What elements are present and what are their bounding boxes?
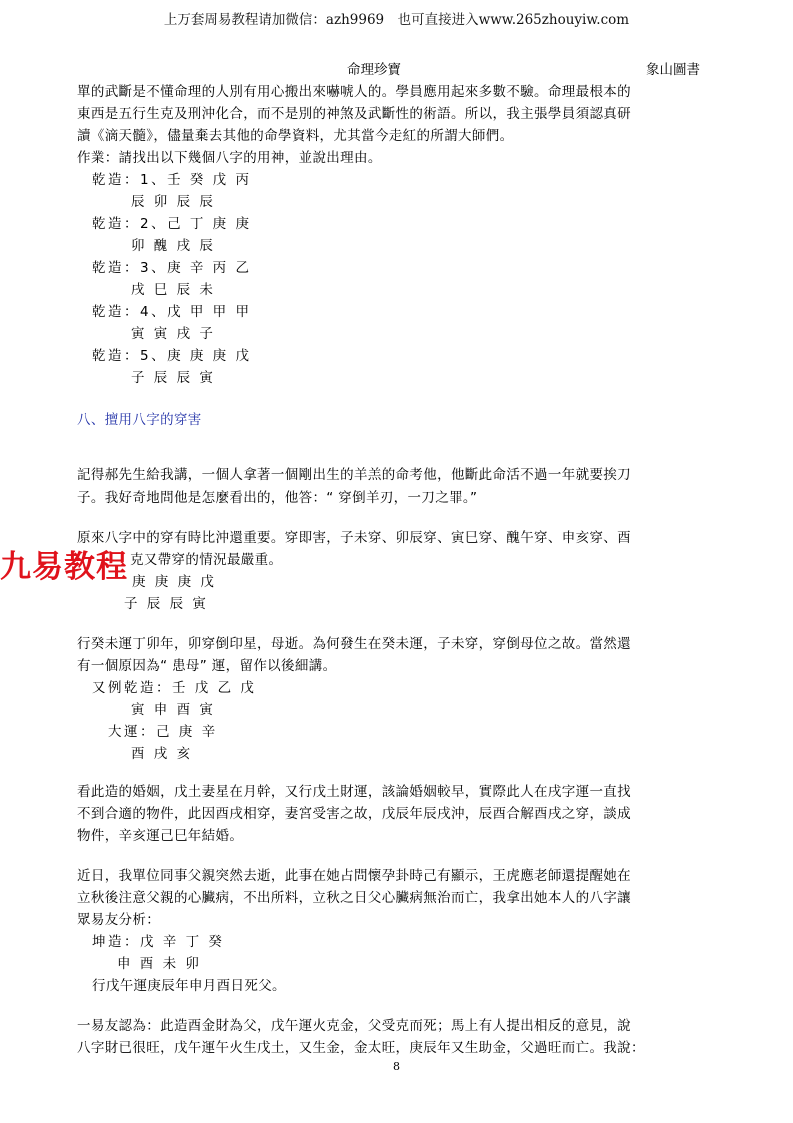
chart-branches: 寅 寅 戌 子	[131, 326, 216, 342]
paragraph-line: 東西是五行生克及刑沖化合，而不是別的神煞及武斷性的術語。所以，我主張學員須認真研	[77, 106, 631, 122]
paragraph-line: 子。我好奇地問他是怎麼看出的，他答：“ 穿倒羊刃，一刀之罪。”	[77, 490, 478, 506]
chart-branches: 卯 醜 戌 辰	[131, 238, 216, 254]
chart-branches: 寅 申 酉 寅	[131, 702, 216, 718]
header-title-left: 命理珍寶	[347, 62, 401, 78]
chart-stems: 庚 庚 庚 戊	[132, 574, 217, 590]
page-number: 8	[393, 1060, 400, 1073]
watermark-logo: 九易教程	[0, 549, 128, 585]
chart-stems: 乾造：5、庚 庚 庚 戊	[92, 348, 252, 364]
homework-title: 作業：請找出以下幾個八字的用神，並說出理由。	[77, 150, 382, 166]
chart-stems: 乾造：1、壬 癸 戊 丙	[92, 172, 252, 188]
luck-cycle-stems: 大運：己 庚 辛	[108, 724, 218, 740]
paragraph-line: 行戊午運庚辰年申月酉日死父。	[92, 978, 286, 994]
chart-branches: 子 辰 辰 寅	[124, 596, 209, 612]
section-heading: 八、擅用八字的穿害	[77, 412, 202, 428]
chart-stems: 乾造：2、己 丁 庚 庚	[92, 216, 252, 232]
chart-stems: 乾造：4、戊 甲 甲 甲	[92, 304, 252, 320]
paragraph-line: 讀《滴天髓》，儘量棄去其他的命學資料，尤其當今走紅的所謂大師們。	[77, 128, 514, 144]
paragraph-line: 看此造的婚姻，戊土妻星在月幹，又行戊土財運，該論婚姻較早，實際此人在戌字運一直找	[77, 784, 631, 800]
chart-branches: 子 辰 辰 寅	[131, 370, 216, 386]
top-banner: 上万套周易教程请加微信：azh9969 也可直接进入www.265zhouyiw.com	[163, 12, 630, 28]
paragraph-line: 不到合適的物件，此因酉戌相穿，妻宮受害之故，戊辰年辰戌沖，辰酉合解酉戌之穿，談成	[77, 806, 631, 822]
paragraph-line: 近日，我單位同事父親突然去逝，此事在她占問懷孕卦時己有顯示，王虎應老師還提醒她在	[77, 868, 631, 884]
paragraph-line: 記得郝先生給我講，一個人拿著一個剛出生的羊羔的命考他，他斷此命活不過一年就要挨刀	[77, 467, 631, 483]
chart-stems: 坤造：戊 辛 丁 癸	[92, 934, 225, 950]
paragraph-line: 立秋後注意父親的心臟病，不出所料，立秋之日父心臟病無治而亡，我拿出她本人的八字讓	[77, 890, 631, 906]
chart-stems: 又例乾造：壬 戊 乙 戊	[92, 680, 257, 696]
chart-branches: 辰 卯 辰 辰	[131, 194, 216, 210]
paragraph-line: 行癸未運丁卯年，卯穿倒印星，母逝。為何發生在癸未運，子未穿，穿倒母位之故。當然還	[77, 636, 631, 652]
paragraph-line: 原來八字中的穿有時比沖還重要。穿即害，子未穿、卯辰穿、寅巳穿、醜午穿、申亥穿、酉	[77, 530, 631, 546]
chart-stems: 乾造：3、庚 辛 丙 乙	[92, 260, 252, 276]
chart-branches: 申 酉 未 卯	[117, 956, 202, 972]
paragraph-line: 物件，辛亥運己巳年結婚。	[77, 828, 244, 844]
paragraph-line: 一易友認為：此造酉金財為父，戊午運火克金，父受克而死；馬上有人提出相反的意見，說	[77, 1018, 631, 1034]
chart-branches: 戌 巳 辰 未	[131, 282, 216, 298]
paragraph-line: 眾易友分析：	[77, 912, 161, 928]
paragraph-line: 八字財已很旺，戊午運午火生戊土，又生金，金太旺，庚辰年又生助金，父過旺而亡。我說：	[77, 1040, 645, 1056]
paragraph-line: 有一個原因為“ 患母” 運，留作以後細講。	[77, 658, 337, 674]
paragraph-line: 單的武斷是不懂命理的人別有用心搬出來嚇唬人的。學員應用起來多數不驗。命理最根本的	[77, 84, 631, 100]
luck-cycle-branches: 酉 戌 亥	[131, 746, 193, 762]
header-title-right: 象山圖書	[646, 62, 700, 78]
paragraph-line: 克又帶穿的情況最嚴重。	[130, 552, 283, 568]
